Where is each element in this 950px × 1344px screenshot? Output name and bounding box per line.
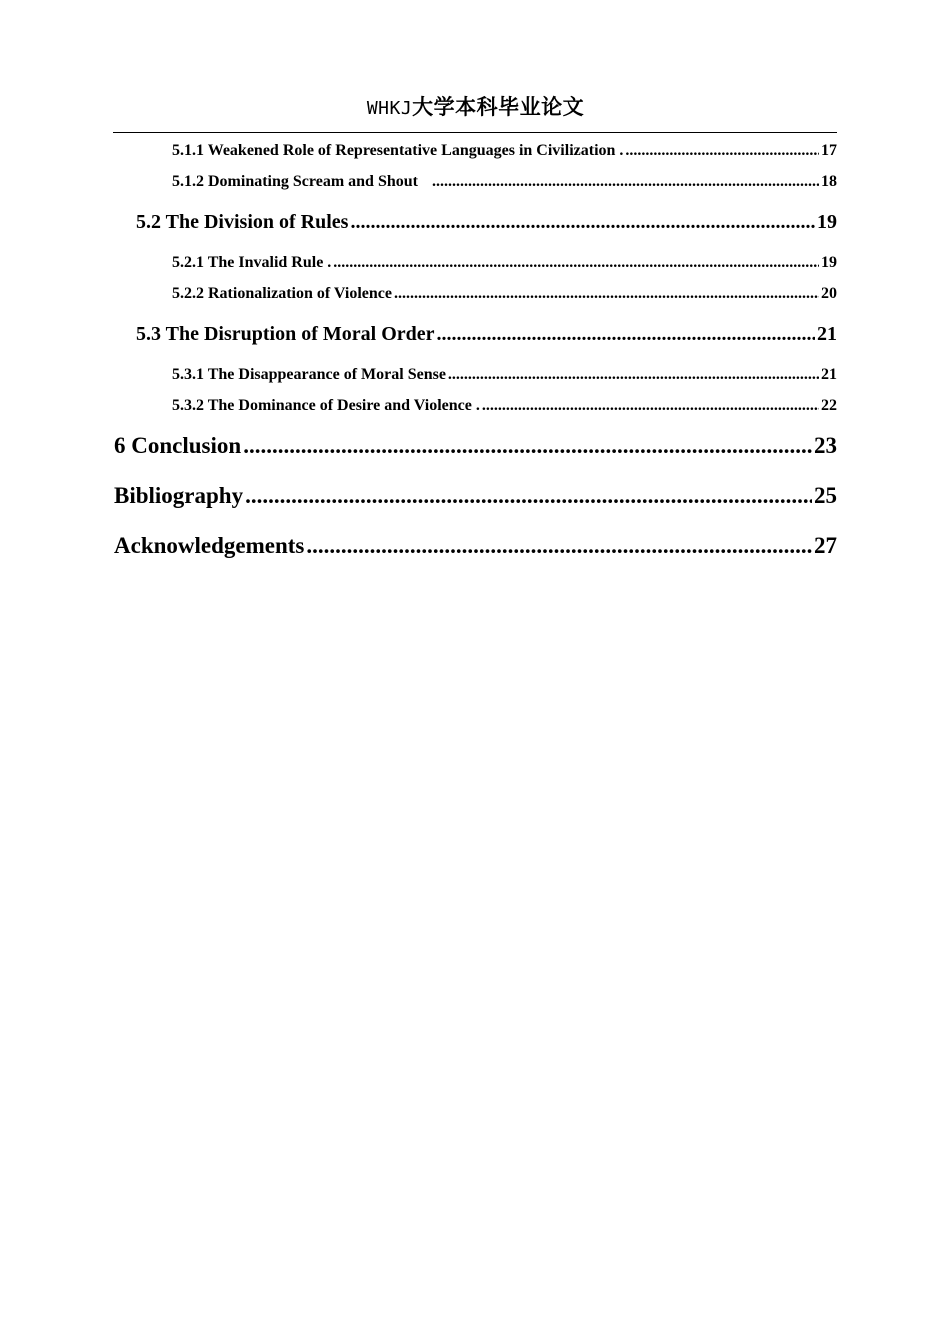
toc-dot-leader [394, 284, 819, 304]
toc-entry-5-1-2[interactable] [172, 172, 837, 192]
toc-entry-5-2-1[interactable] [172, 253, 837, 273]
toc-dot-leader [333, 253, 819, 273]
toc-dot-leader [437, 321, 815, 347]
toc-entry-page-number: 20 [821, 285, 837, 302]
toc-entry-bibliography[interactable] [114, 481, 837, 511]
toc-dot-leader [432, 172, 819, 192]
toc-entry-title: 6 Conclusion [114, 433, 242, 458]
toc-entry-page-number: 27 [814, 533, 837, 558]
toc-entry-title: Acknowledgements [114, 533, 305, 558]
toc-entry-5-2[interactable] [136, 209, 837, 235]
toc-entry-page-number: 23 [814, 433, 837, 458]
toc-dot-leader [625, 141, 819, 161]
toc-entry-title: 5.2 The Division of Rules [136, 211, 349, 233]
toc-entry-6-conclusion[interactable] [114, 431, 837, 461]
toc-entry-title: 5.3 The Disruption of Moral Order [136, 323, 435, 345]
toc-entry-page-number: 19 [821, 254, 837, 271]
toc-entry-5-1-1[interactable] [172, 141, 837, 161]
toc-entry-title: 5.2.2 Rationalization of Violence [172, 285, 392, 302]
toc-dot-leader [243, 431, 812, 461]
toc-entry-5-3[interactable] [136, 321, 837, 347]
toc-dot-leader [350, 209, 815, 235]
toc-entry-5-3-1[interactable] [172, 365, 837, 385]
header-cjk-text: 大学本科毕业论文 [412, 94, 585, 119]
toc-entry-page-number: 21 [821, 366, 837, 383]
toc-entry-page-number: 18 [821, 173, 837, 190]
toc-entry-acknowledgements[interactable] [114, 531, 837, 561]
toc-dot-leader [306, 531, 812, 561]
toc-dot-leader [448, 365, 819, 385]
toc-dot-leader [482, 396, 819, 416]
toc-entry-page-number: 21 [817, 323, 837, 345]
toc-entry-title: 5.2.1 The Invalid Rule . [172, 254, 332, 271]
toc-entry-page-number: 22 [821, 397, 837, 414]
header-latin-text: WHKJ [366, 98, 413, 119]
toc-entry-page-number: 19 [817, 211, 837, 233]
toc-entry-title: 5.1.1 Weakened Role of Representative Languages in Civilization . [172, 142, 624, 159]
toc-entry-title: Bibliography [114, 483, 244, 508]
toc-entry-page-number: 17 [821, 142, 837, 159]
toc-entry-title: 5.1.2 Dominating Scream and Shout [172, 173, 418, 190]
toc-entry-5-2-2[interactable] [172, 284, 837, 304]
toc-dot-leader [245, 481, 812, 511]
toc-entry-5-3-2[interactable] [172, 396, 837, 416]
toc-entry-page-number: 25 [814, 483, 837, 508]
toc-entry-title: 5.3.2 The Dominance of Desire and Violence . [172, 397, 480, 414]
toc-entry-title: 5.3.1 The Disappearance of Moral Sense [172, 366, 446, 383]
